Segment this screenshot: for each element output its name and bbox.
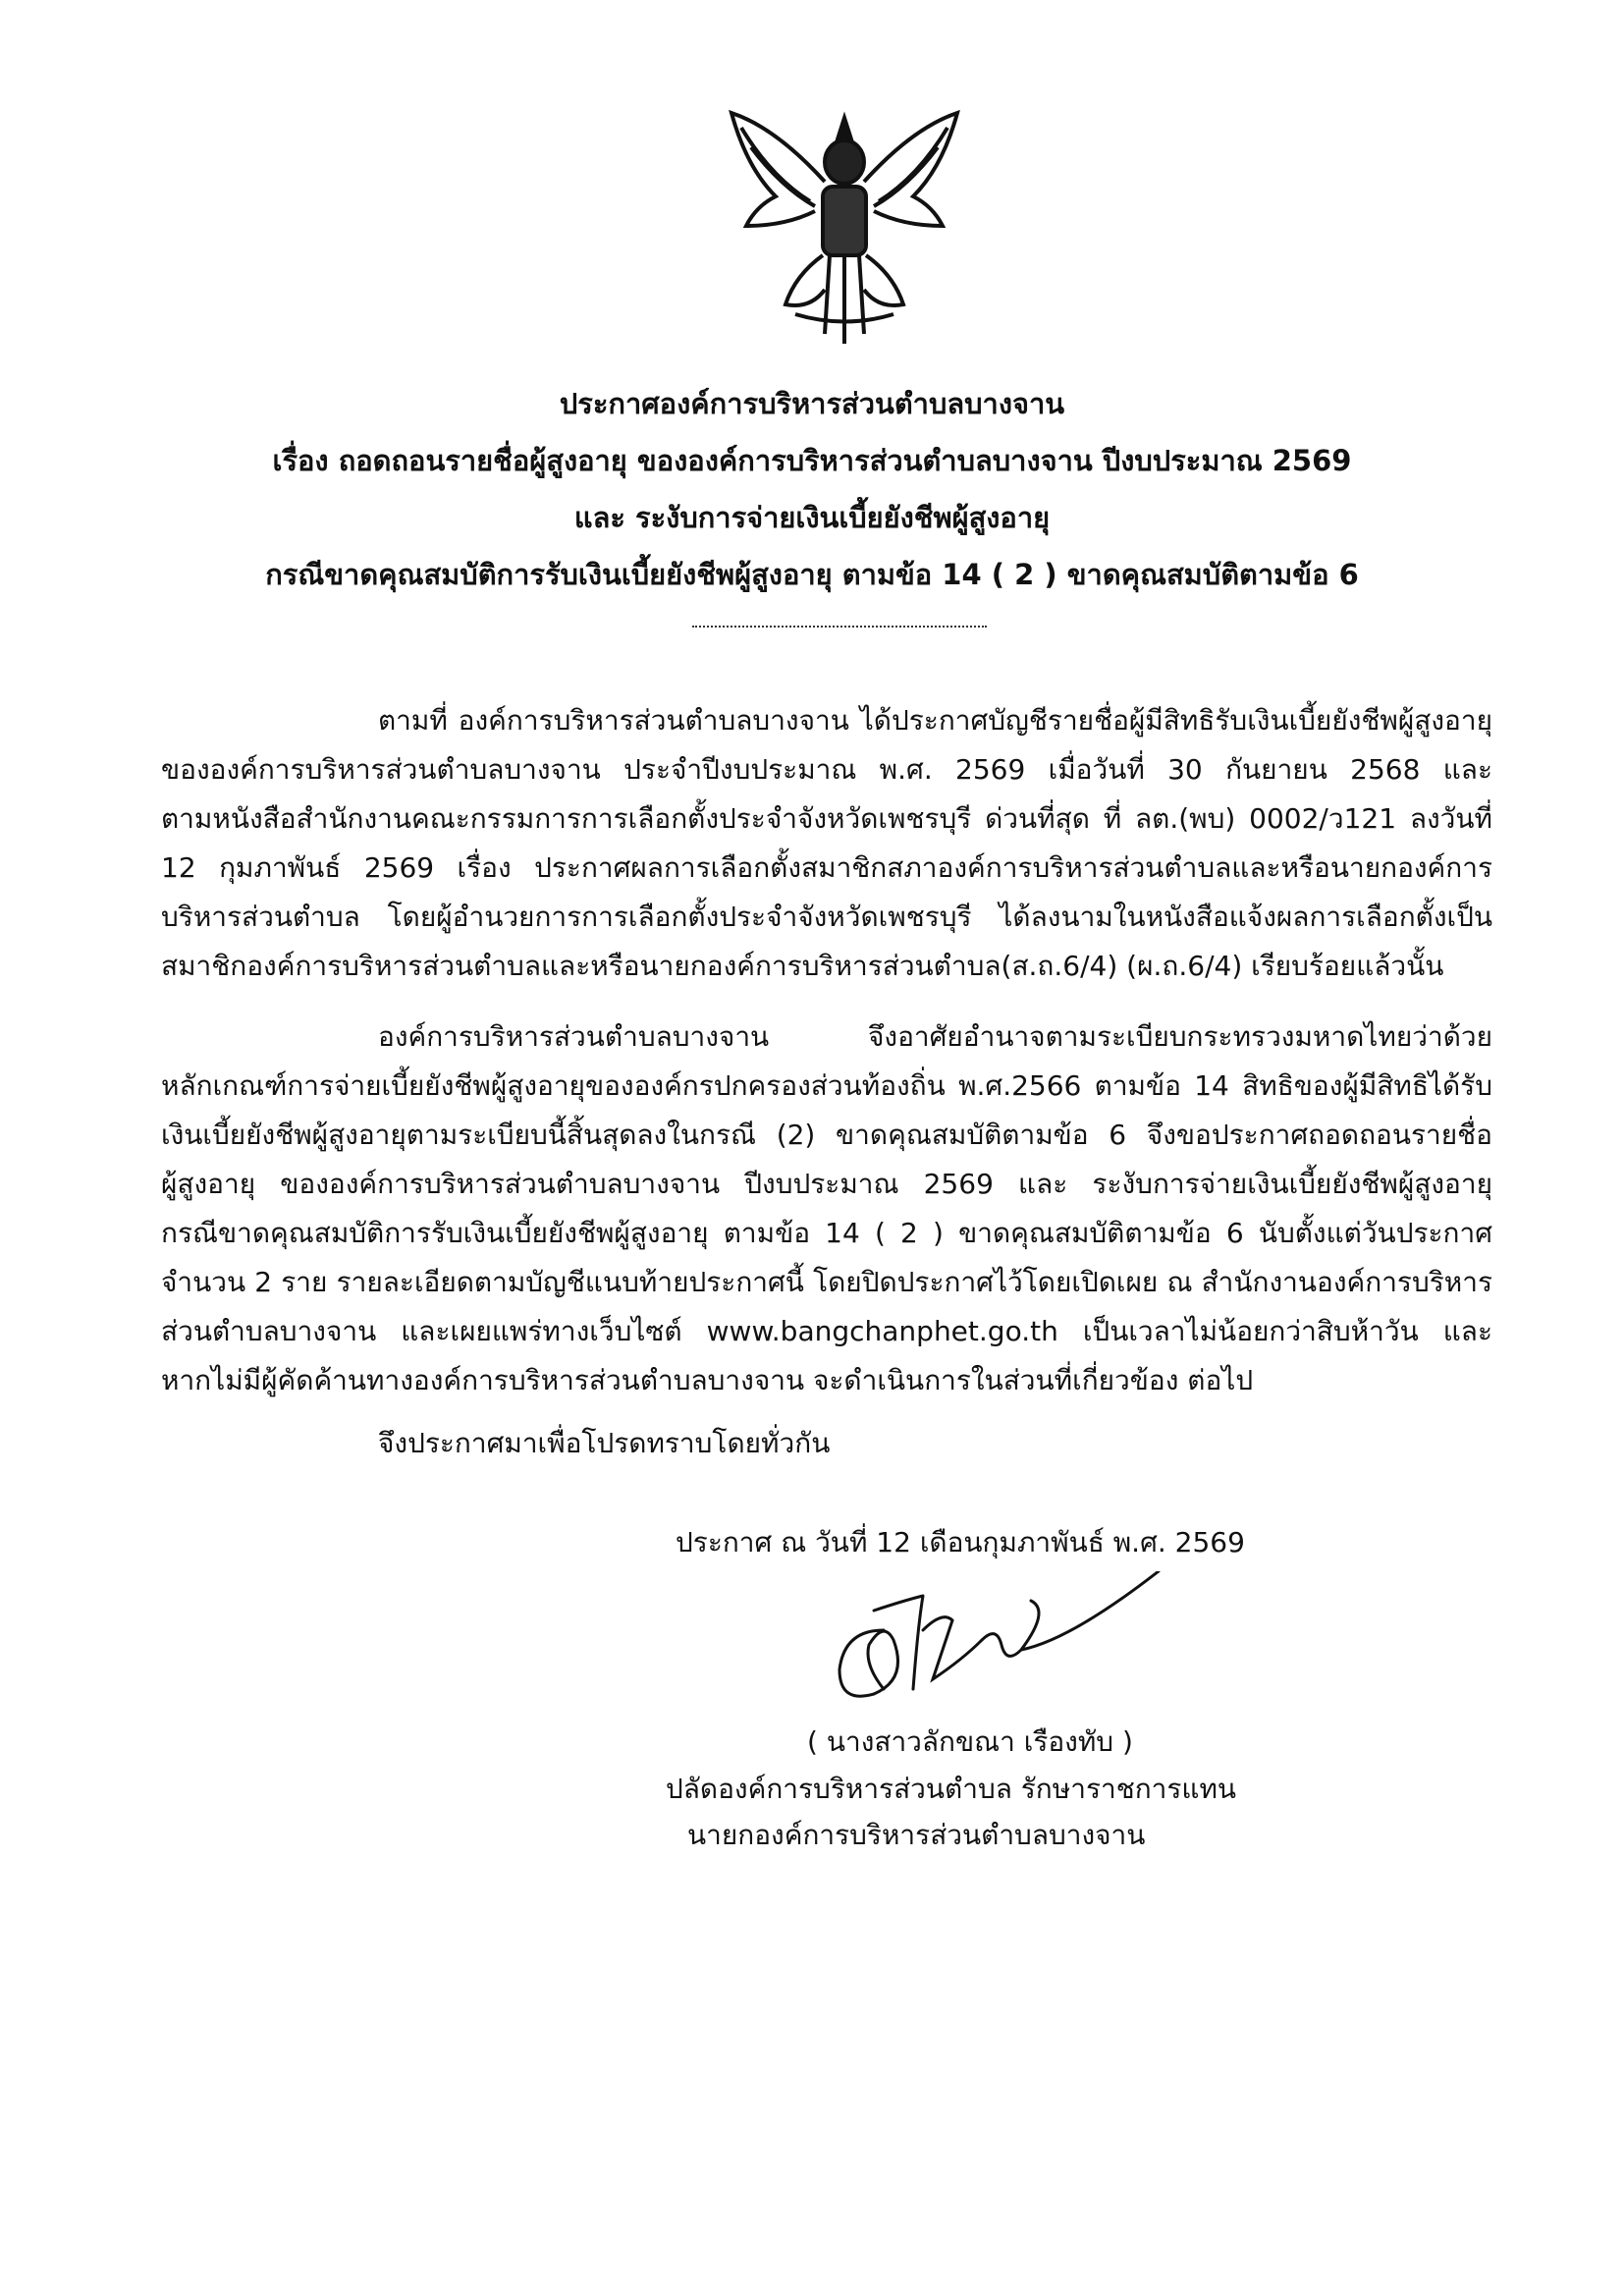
- subject-line-3: กรณีขาดคุณสมบัติการรับเงินเบี้ยยังชีพผู้สูงอายุ ตามข้อ 14 ( 2 ) ขาดคุณสมบัติตามข้อ 6: [265, 558, 1359, 591]
- text-line: หลักเกณฑ์การจ่ายเบี้ยยังชีพผู้สูงอายุขององค์กรปกครองส่วนท้องถิ่น พ.ศ.2566 ตามข้อ 14 สิทธิของผู้มีสิทธิได้รับ: [161, 1069, 1492, 1102]
- subject-line-2: และ ระงับการจ่ายเงินเบี้ยยังชีพผู้สูงอายุ: [573, 501, 1051, 534]
- text-line: กรณีขาดคุณสมบัติการรับเงินเบี้ยยังชีพผู้สูงอายุ ตามข้อ 14 ( 2 ) ขาดคุณสมบัติตามข้อ 6 นับตั้งแต่วันประกาศ: [161, 1217, 1492, 1249]
- signer-position: ปลัดองค์การบริหารส่วนตำบล รักษาราชการแทน: [666, 1773, 1237, 1805]
- text-line: ตามที่ องค์การบริหารส่วนตำบลบางจาน ได้ประกาศบัญชีรายชื่อผู้มีสิทธิรับเงินเบี้ยยังชีพผู้สูงอายุ: [378, 704, 1492, 737]
- text-line: สมาชิกองค์การบริหารส่วนตำบลและหรือนายกองค์การบริหารส่วนตำบล(ส.ถ.6/4) (ผ.ถ.6/4) เรียบร้อยแล้วนั้น: [161, 950, 1444, 982]
- signer-name: ( นางสาวลักขณา เรืองทับ ): [807, 1725, 1133, 1758]
- date-line: ประกาศ ณ วันที่ 12 เดือนกุมภาพันธ์ พ.ศ. 2569: [676, 1526, 1245, 1558]
- text-line: ขององค์การบริหารส่วนตำบลบางจาน ประจำปีงบประมาณ พ.ศ. 2569 เมื่อวันที่ 30 กันยายน 2568 และ: [161, 753, 1492, 786]
- text-line: หากไม่มีผู้คัดค้านทางองค์การบริหารส่วนตำบลบางจาน จะดำเนินการในส่วนที่เกี่ยวข้อง ต่อไป: [161, 1364, 1254, 1396]
- text-line: บริหารส่วนตำบล โดยผู้อำนวยการการเลือกตั้งประจำจังหวัดเพชรบุรี ได้ลงนามในหนังสือแจ้งผลการเลือกตั้งเป็น: [161, 901, 1492, 933]
- text-line: เงินเบี้ยยังชีพผู้สูงอายุตามระเบียบนี้สิ้นสุดลงในกรณี (2) ขาดคุณสมบัติตามข้อ 6 จึงขอประกาศถอดถอนรายชื่อ: [161, 1119, 1492, 1151]
- text-line: 12 กุมภาพันธ์ 2569 เรื่อง ประกาศผลการเลือกตั้งสมาชิกสภาองค์การบริหารส่วนตำบลและหรือนายกองค์การ: [161, 851, 1492, 884]
- divider: [692, 626, 987, 628]
- text-line: ผู้สูงอายุ ขององค์การบริหารส่วนตำบลบางจาน ปีงบประมาณ 2569 และ ระงับการจ่ายเงินเบี้ยยังชีพผู้สูงอายุ: [161, 1168, 1492, 1200]
- text-line: องค์การบริหารส่วนตำบลบางจาน จึงอาศัยอำนาจตามระเบียบกระทรวงมหาดไทยว่าด้วย: [378, 1020, 1492, 1053]
- closing-line: จึงประกาศมาเพื่อโปรดทราบโดยทั่วกัน: [378, 1427, 831, 1459]
- text-line: จำนวน 2 ราย รายละเอียดตามบัญชีแนบท้ายประกาศนี้ โดยปิดประกาศไว้โดยเปิดเผย ณ สำนักงานองค์การบริหาร: [161, 1266, 1492, 1298]
- garuda-emblem-icon: [717, 108, 972, 349]
- signature-icon: [825, 1571, 1178, 1709]
- announcement-title: ประกาศองค์การบริหารส่วนตำบลบางจาน: [559, 387, 1065, 420]
- signer-title: นายกองค์การบริหารส่วนตำบลบางจาน: [687, 1819, 1146, 1851]
- text-line: ส่วนตำบลบางจาน และเผยแพร่ทางเว็บไซต์ www.bangchanphet.go.th เป็นเวลาไม่น้อยกว่าสิบห้าวัน และ: [161, 1315, 1492, 1347]
- subject-line: เรื่อง ถอดถอนรายชื่อผู้สูงอายุ ขององค์การบริหารส่วนตำบลบางจาน ปีงบประมาณ 2569: [272, 444, 1352, 477]
- text-line: ตามหนังสือสำนักงานคณะกรรมการการเลือกตั้งประจำจังหวัดเพชรบุรี ด่วนที่สุด ที่ ลต.(พบ) 0002/ว121 ลงวันที่: [161, 802, 1492, 835]
